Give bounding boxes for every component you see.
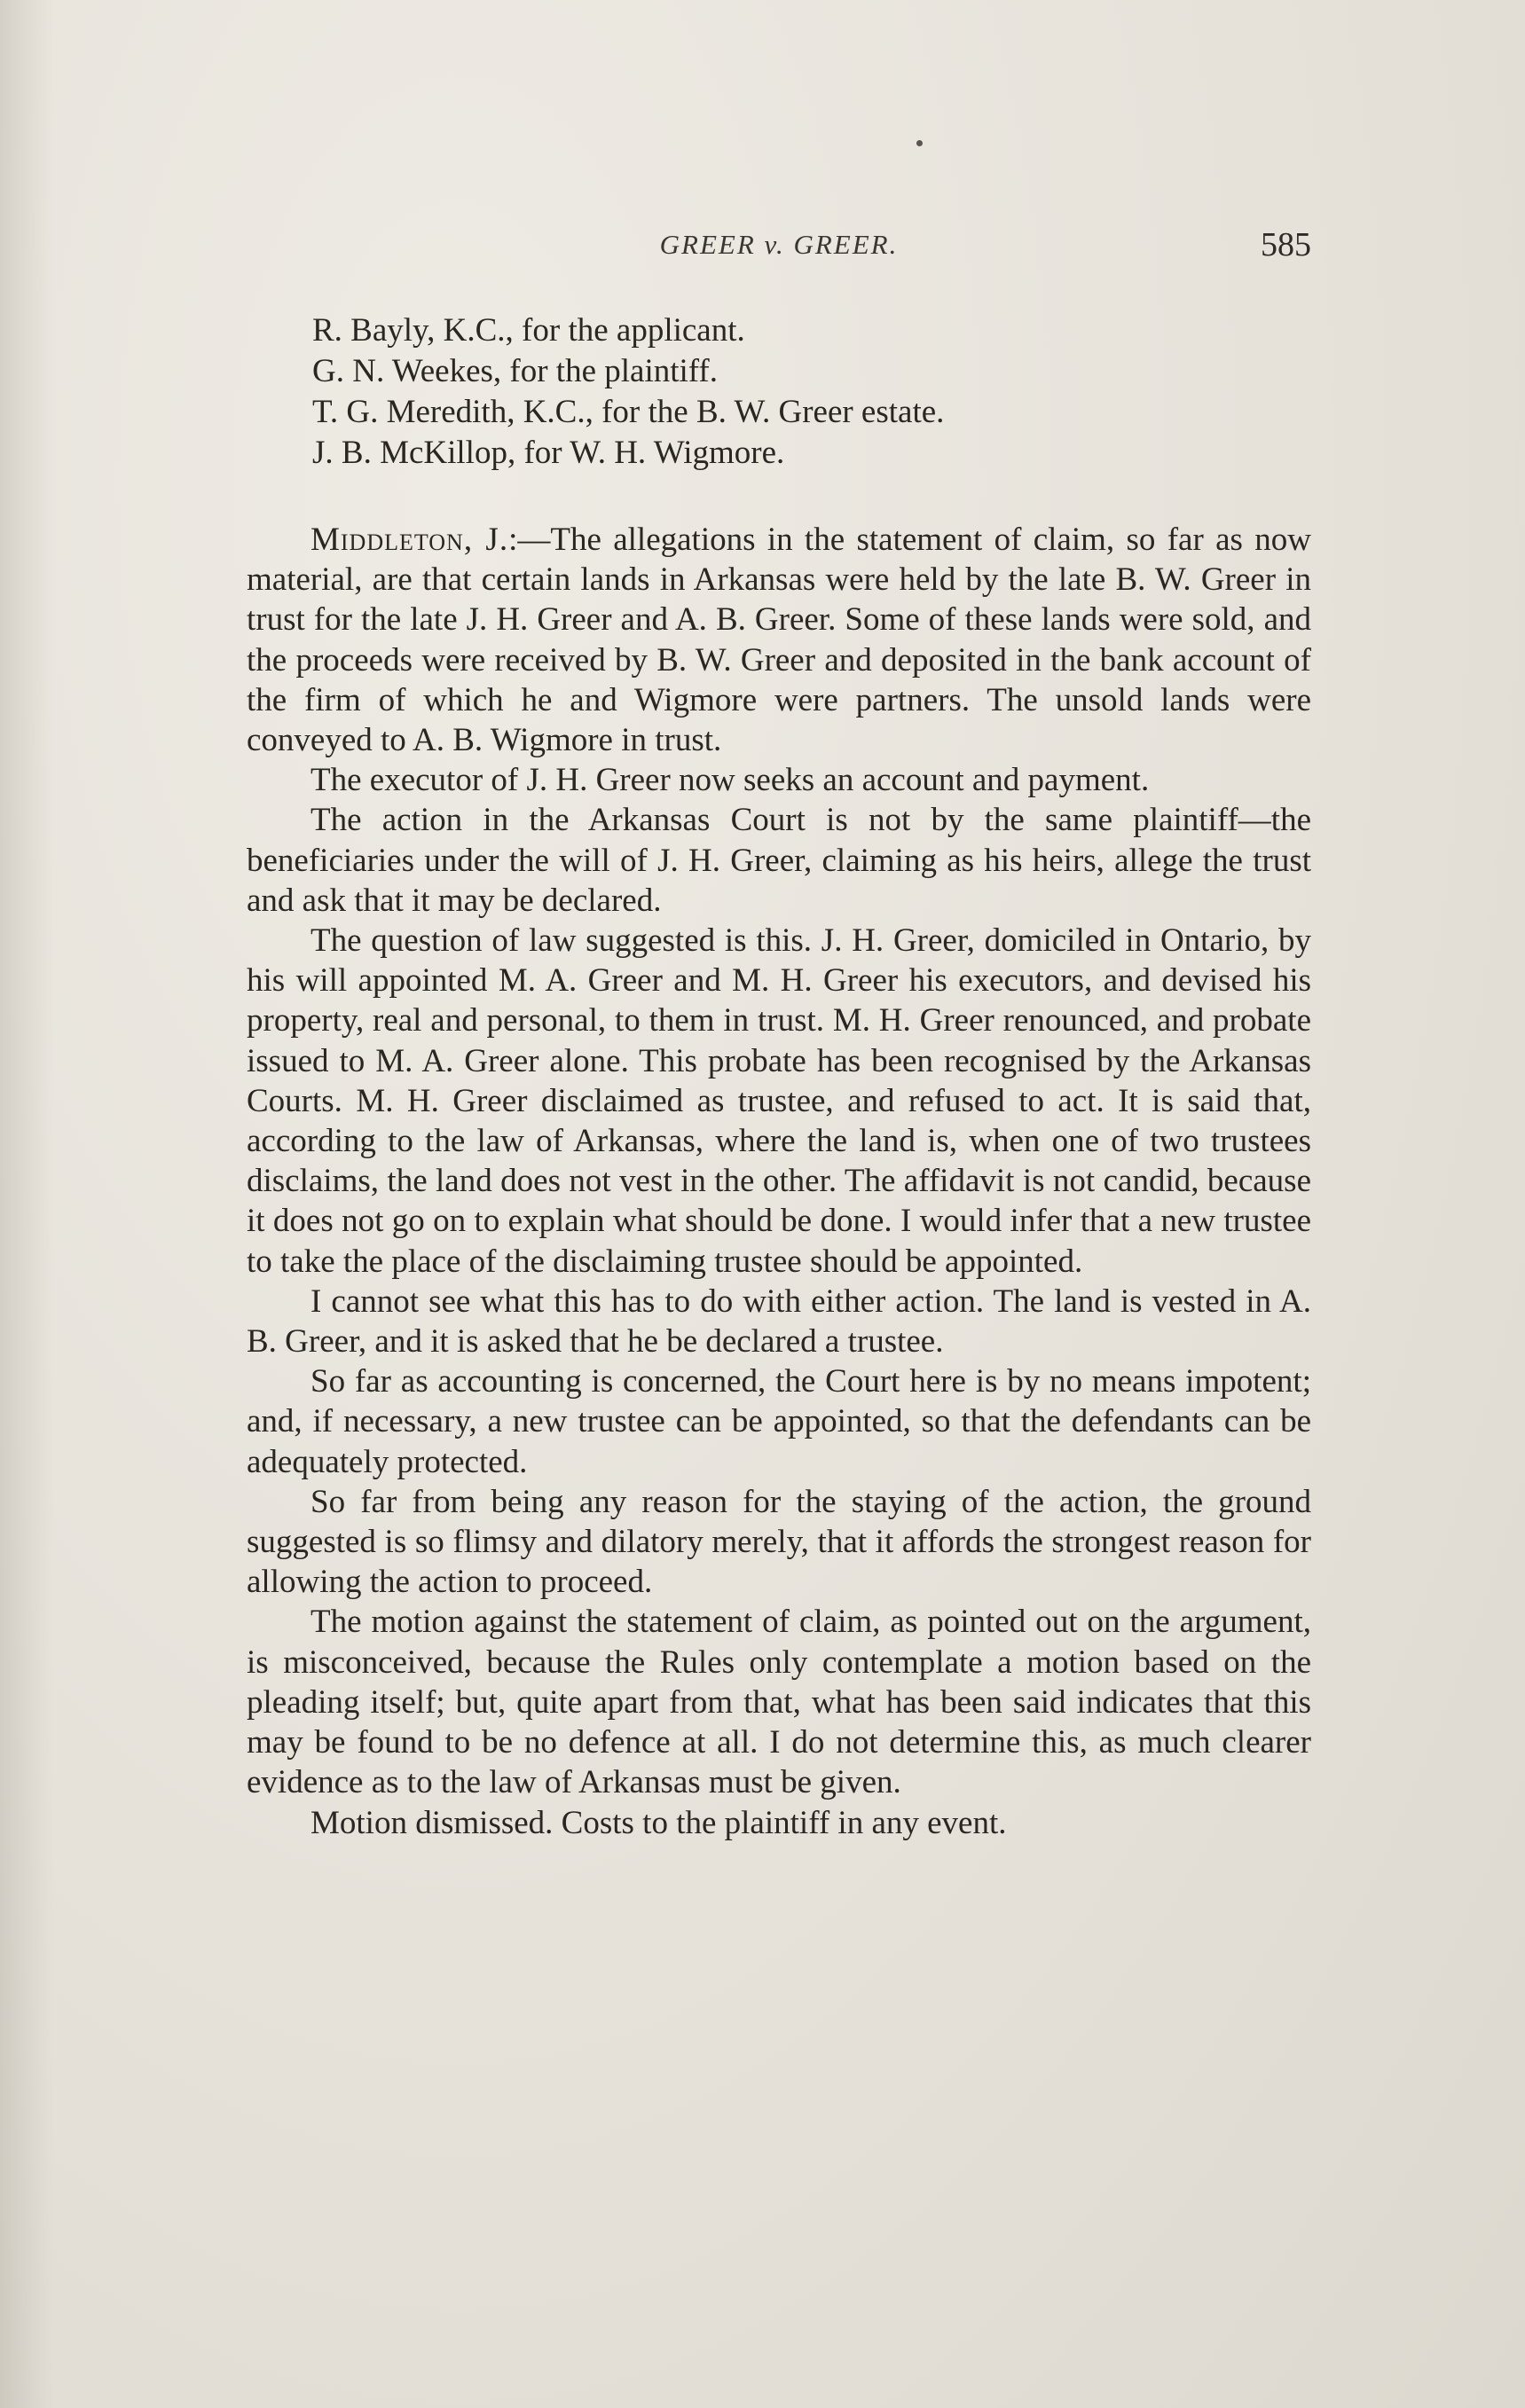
counsel-line: J. B. McKillop, for W. H. Wigmore. xyxy=(312,435,785,471)
counsel-line: G. N. Weekes, for the plaintiff. xyxy=(312,353,719,389)
judgment-paragraph: The question of law suggested is this. J. H. Greer, domiciled in Ontario, by his will appointed M. A. Greer and M. H. Greer his executors, and devised his property, real and personal, to them in trust. M. H. Greer renounced, and probate issued to M. A. Greer alone. This probate has been recognised by the Arkansas Courts. M. H. Greer disclaimed as trustee, and refused to act. It is said that, according to the law of Arkansas, where the land is, when one of two trustees disclaims, the land does not vest in the other. The affidavit is not candid, because it does not go on to explain what should be done. I would infer that a new trustee to take the place of the disclaiming trustee should be appointed. xyxy=(247,922,1311,1280)
judgment-paragraph: The executor of J. H. Greer now seeks an account and payment. xyxy=(311,762,1150,799)
judge-name: Middleton, J. xyxy=(311,522,509,558)
judgment-paragraph xyxy=(247,520,1311,760)
counsel-line: T. G. Meredith, K.C., for the B. W. Greer estate. xyxy=(312,394,945,430)
counsel-list xyxy=(312,310,1288,474)
judgment-paragraph: So far from being any reason for the staying of the action, the ground suggested is so flimsy and dilatory merely, that it affords the strongest reason for allowing the action to proceed. xyxy=(247,1483,1311,1601)
page-number: 585 xyxy=(1261,226,1311,263)
judgment-paragraph: So far as accounting is concerned, the Court here is by no means impotent; and, if necessary, a new trustee can be appointed, so that the defendants can be adequately protected. xyxy=(247,1363,1311,1480)
judgment-paragraph: I cannot see what this has to do with either action. The land is vested in A. B. Greer, and it is asked that he be declared a trustee. xyxy=(247,1282,1311,1361)
judgment-paragraph: Motion dismissed. Costs to the plaintiff in any event. xyxy=(311,1804,1007,1841)
paragraph-text: :—The allegations in the statement of claim, so far as now material, are that certain lands in Arkansas were held by the late B. W. Greer in trust for the late J. H. Greer and A. B. Greer. Some of these lands were sold, and the proceeds were received by B. W. Greer and deposited in the bank account of the firm of which he and Wigmore were partners. The unsold lands were conveyed to A. B. Wigmore in trust. xyxy=(247,522,1311,759)
running-head xyxy=(247,226,1311,271)
counsel-line: R. Bayly, K.C., for the applicant. xyxy=(312,312,745,349)
running-title: GREER v. GREER. xyxy=(659,229,899,260)
print-speck xyxy=(916,140,923,146)
judgment-paragraph: The action in the Arkansas Court is not by the same plaintiff—the beneficiaries under the will of J. H. Greer, claiming as his heirs, allege the trust and ask that it may be declared. xyxy=(247,802,1311,919)
judgment-text xyxy=(247,520,1311,1843)
judgment-paragraph: The motion against the statement of claim, as pointed out on the argument, is misconceived, because the Rules only contemplate a motion based on the pleading itself; but, quite apart from that, what has been said indicates that this may be found to be no defence at all. I do not determine this, as much clearer evidence as to the law of Arkansas must be given. xyxy=(247,1604,1311,1801)
